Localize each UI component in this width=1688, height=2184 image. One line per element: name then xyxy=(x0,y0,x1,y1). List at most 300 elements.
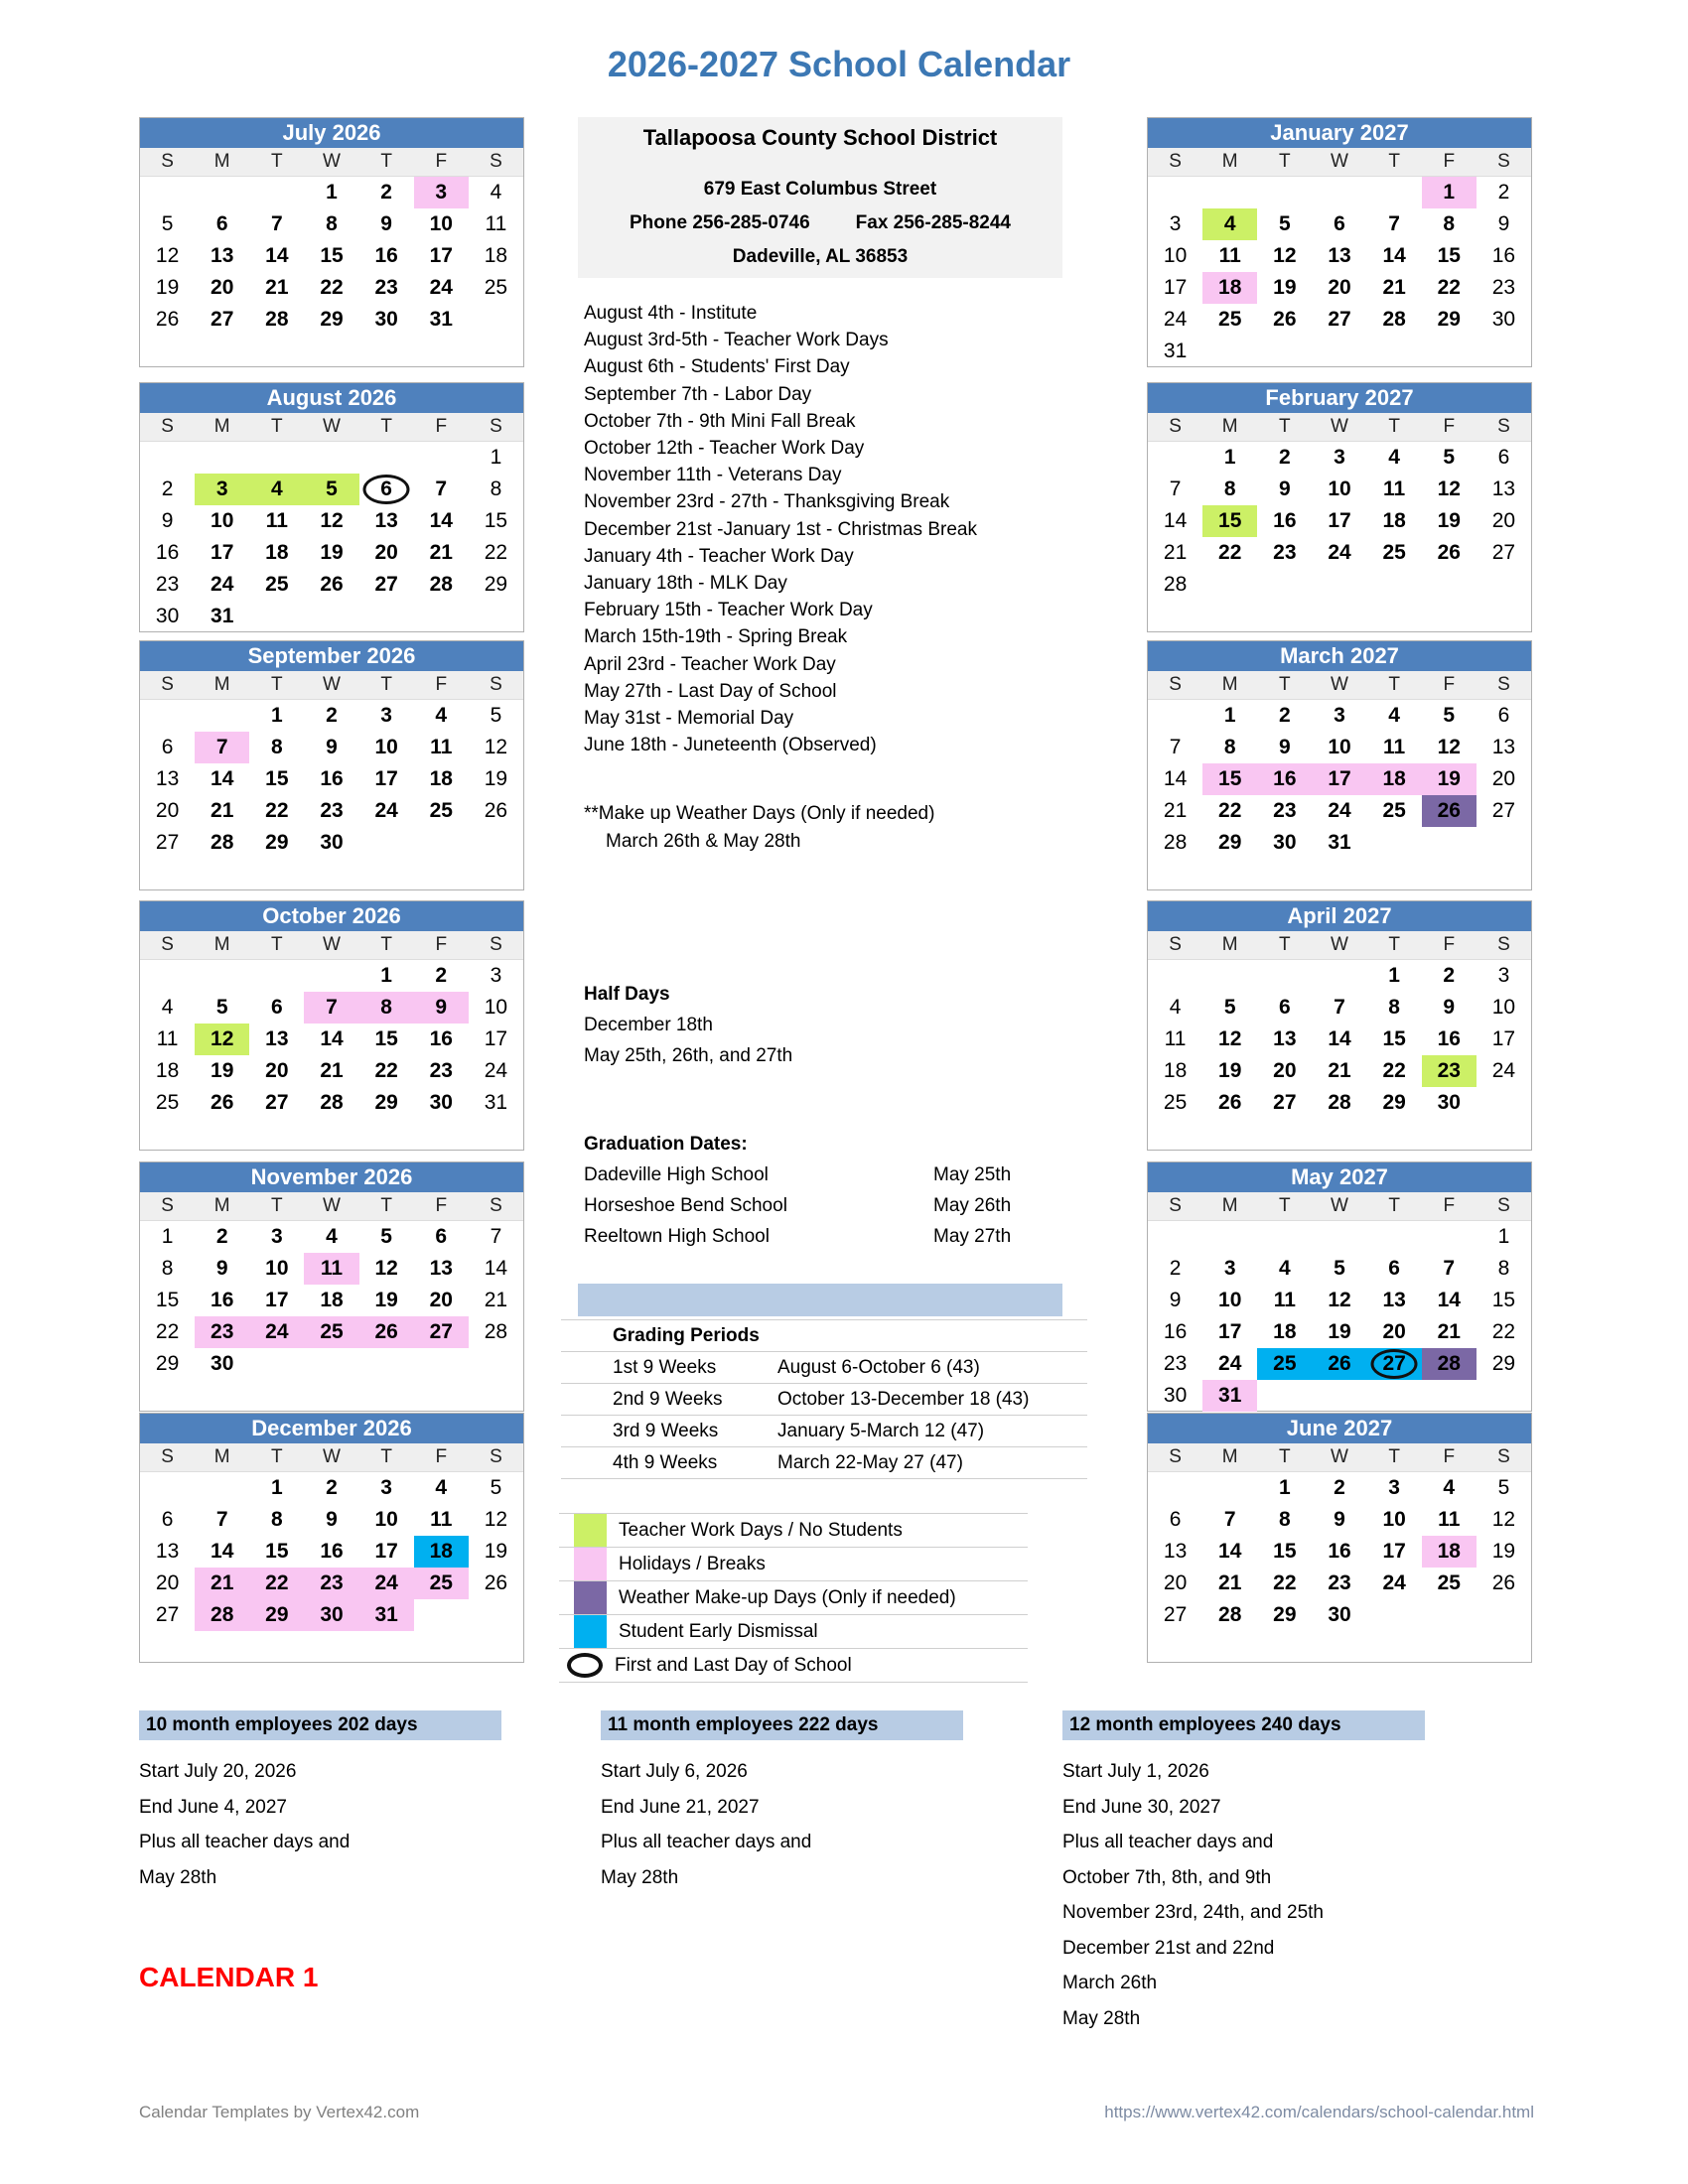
month-day-grid xyxy=(1148,1472,1531,1663)
day-cell: 19 xyxy=(1437,509,1461,532)
key-date-item: May 27th - Last Day of School xyxy=(584,680,837,702)
day-cell: 13 xyxy=(429,1257,453,1280)
day-cell: 29 xyxy=(374,1091,398,1114)
day-cell: 5 xyxy=(215,996,228,1019)
day-cell: 11 xyxy=(1218,244,1241,267)
dow-label: M xyxy=(1221,1195,1238,1216)
day-cell xyxy=(1148,177,1202,208)
day-of-week-row xyxy=(140,671,523,700)
month-day-grid xyxy=(140,442,523,632)
day-cell: 14 xyxy=(429,509,453,532)
day-cell: 23 xyxy=(304,1568,358,1599)
dow-label: T xyxy=(1388,1195,1400,1216)
grading-period-name: 3rd 9 Weeks xyxy=(613,1421,719,1441)
dow-label: S xyxy=(1497,934,1510,955)
day-cell: 4 xyxy=(435,1476,448,1499)
day-cell xyxy=(414,336,469,367)
day-cell xyxy=(1202,1472,1257,1504)
month-may-2027 xyxy=(1147,1161,1532,1412)
day-cell: 18 xyxy=(1273,1320,1297,1343)
dow-label: S xyxy=(490,416,502,437)
day-of-week-row xyxy=(1148,1192,1531,1221)
day-cell: 20 xyxy=(1273,1059,1297,1082)
day-cell: 10 xyxy=(1328,478,1351,500)
day-cell: 14 xyxy=(211,1540,234,1563)
day-cell: 21 xyxy=(1382,276,1406,299)
employees-11-month xyxy=(601,1710,963,1895)
day-cell: 23 xyxy=(429,1059,453,1082)
day-cell xyxy=(1312,569,1366,601)
day-cell xyxy=(1477,601,1531,632)
grading-period-name: 2nd 9 Weeks xyxy=(613,1389,723,1410)
day-cell: 11 xyxy=(1383,736,1406,758)
day-cell xyxy=(414,1348,469,1380)
day-cell: 12 xyxy=(320,509,344,532)
day-cell: 2 xyxy=(161,478,174,500)
day-cell: 22 xyxy=(1273,1571,1297,1594)
day-cell: 13 xyxy=(1491,736,1516,758)
weather-makeup-detail: March 26th & May 28th xyxy=(606,831,801,852)
day-cell: 19 xyxy=(155,276,180,299)
day-cell: 30 xyxy=(374,308,398,331)
dow-label: S xyxy=(1497,1446,1510,1467)
day-cell xyxy=(1257,601,1312,632)
grading-period-row xyxy=(561,1416,1087,1447)
day-cell: 9 xyxy=(414,992,469,1024)
day-cell xyxy=(1257,569,1312,601)
day-cell: 1 xyxy=(1223,704,1236,727)
day-cell: 14 xyxy=(484,1257,508,1280)
month-october-2026 xyxy=(139,900,524,1151)
day-cell: 12 xyxy=(484,736,508,758)
day-cell: 30 xyxy=(1273,831,1297,854)
day-cell xyxy=(195,1472,249,1504)
day-cell: 6 xyxy=(1279,996,1291,1019)
dow-label: M xyxy=(1221,151,1238,172)
day-cell: 26 xyxy=(484,1571,508,1594)
day-cell xyxy=(1257,960,1312,992)
day-cell: 13 xyxy=(1273,1027,1297,1050)
day-cell xyxy=(469,1348,523,1380)
day-cell: 11 xyxy=(265,509,288,532)
day-cell: 13 xyxy=(1382,1289,1406,1311)
day-cell: 1 xyxy=(1497,1225,1510,1248)
key-date-item: January 4th - Teacher Work Day xyxy=(584,545,854,567)
dow-label: F xyxy=(435,674,448,695)
dow-label: T xyxy=(380,1446,392,1467)
day-of-week-row xyxy=(140,1192,523,1221)
day-cell: 1 xyxy=(271,1476,283,1499)
first-last-day-circle xyxy=(363,475,410,504)
dow-label: W xyxy=(323,674,341,695)
dow-label: T xyxy=(380,674,392,695)
day-cell: 31 xyxy=(211,605,234,627)
dow-label: T xyxy=(1388,934,1400,955)
day-cell: 12 xyxy=(1218,1027,1242,1050)
day-cell: 10 xyxy=(1491,996,1516,1019)
day-cell: 27 xyxy=(211,308,234,331)
dow-label: W xyxy=(323,151,341,172)
day-cell: 31 xyxy=(1328,831,1351,854)
dow-label: T xyxy=(1279,934,1291,955)
dow-label: S xyxy=(161,1195,174,1216)
day-cell: 25 xyxy=(429,799,453,822)
dow-label: S xyxy=(161,1446,174,1467)
day-cell xyxy=(1312,859,1366,890)
dow-label: T xyxy=(1279,1195,1291,1216)
day-cell: 31 xyxy=(484,1091,508,1114)
dow-label: T xyxy=(271,1195,283,1216)
day-cell: 15 xyxy=(265,1540,289,1563)
day-cell xyxy=(1367,1380,1422,1412)
day-cell: 14 xyxy=(1163,509,1188,532)
legend-circle-icon xyxy=(567,1653,603,1678)
day-cell: 24 xyxy=(429,276,453,299)
day-cell: 28 xyxy=(1163,573,1188,596)
day-cell xyxy=(1148,1472,1202,1504)
day-cell: 25 xyxy=(1218,308,1242,331)
day-cell: 7 xyxy=(195,732,249,763)
dow-label: T xyxy=(1388,151,1400,172)
day-cell xyxy=(140,1119,195,1151)
day-cell: 6 xyxy=(1334,212,1345,235)
dow-label: M xyxy=(1221,416,1238,437)
day-cell xyxy=(1257,1119,1312,1151)
day-cell: 9 xyxy=(380,212,392,235)
day-cell: 2 xyxy=(326,1476,338,1499)
dow-label: M xyxy=(213,1446,230,1467)
day-cell: 28 xyxy=(1422,1348,1477,1380)
day-cell: 29 xyxy=(320,308,344,331)
day-cell: 12 xyxy=(374,1257,398,1280)
day-cell: 11 xyxy=(430,736,453,758)
day-cell: 24 xyxy=(1328,541,1351,564)
day-cell: 20 xyxy=(1491,767,1516,790)
day-cell: 30 xyxy=(211,1352,234,1375)
day-cell: 28 xyxy=(1328,1091,1351,1114)
day-cell: 16 xyxy=(320,767,344,790)
graduation-section xyxy=(584,1129,1011,1252)
dow-label: T xyxy=(271,151,283,172)
day-cell xyxy=(1367,827,1422,859)
dow-label: T xyxy=(380,151,392,172)
day-cell xyxy=(1422,1631,1477,1663)
day-cell xyxy=(1312,601,1366,632)
day-of-week-row xyxy=(140,148,523,177)
day-cell: 9 xyxy=(215,1257,228,1280)
key-date-item: January 18th - MLK Day xyxy=(584,573,787,595)
dow-label: S xyxy=(161,151,174,172)
graduation-date: May 27th xyxy=(933,1226,1012,1247)
graduation-date: May 25th xyxy=(933,1164,1012,1185)
day-cell: 18 xyxy=(1202,272,1257,304)
day-cell xyxy=(249,1119,304,1151)
day-cell: 16 xyxy=(374,244,398,267)
day-cell xyxy=(1202,960,1257,992)
month-april-2027 xyxy=(1147,900,1532,1151)
month-title: February 2027 xyxy=(1148,383,1531,413)
month-day-grid xyxy=(1148,960,1531,1151)
month-title: December 2026 xyxy=(140,1414,523,1443)
footer-url-link[interactable]: https://www.vertex42.com/calendars/school-calendar.html xyxy=(1104,2103,1534,2121)
half-days-item: December 18th xyxy=(584,1015,713,1035)
key-date-item: October 12th - Teacher Work Day xyxy=(584,438,865,460)
day-cell: 29 xyxy=(1273,1603,1297,1626)
day-cell: 9 xyxy=(1169,1289,1182,1311)
day-cell: 27 xyxy=(1491,541,1516,564)
day-cell: 13 xyxy=(1491,478,1516,500)
dow-label: M xyxy=(1221,1446,1238,1467)
day-cell xyxy=(414,442,469,474)
calendar-number-label: CALENDAR 1 xyxy=(139,1962,319,1992)
day-cell xyxy=(140,442,195,474)
day-cell xyxy=(195,177,249,208)
dow-label: F xyxy=(435,934,448,955)
day-cell xyxy=(304,960,358,992)
grading-period-range: March 22-May 27 (47) xyxy=(777,1452,963,1473)
district-fax: Fax 256-285-8244 xyxy=(855,212,1011,233)
day-cell: 24 xyxy=(1491,1059,1516,1082)
dow-label: S xyxy=(161,934,174,955)
day-cell: 9 xyxy=(161,509,174,532)
day-cell xyxy=(195,859,249,890)
day-cell xyxy=(359,336,414,367)
day-cell: 22 xyxy=(320,276,344,299)
grading-period-row xyxy=(561,1384,1087,1416)
day-cell: 3 xyxy=(1334,704,1345,727)
month-day-grid xyxy=(1148,700,1531,890)
dow-label: S xyxy=(490,151,502,172)
weather-makeup-heading: **Make up Weather Days (Only if needed) xyxy=(584,803,935,824)
day-cell: 29 xyxy=(1437,308,1461,331)
dow-label: F xyxy=(435,151,448,172)
day-cell xyxy=(304,601,358,632)
dow-label: F xyxy=(435,1195,448,1216)
day-cell: 6 xyxy=(161,1508,174,1531)
day-of-week-row xyxy=(1148,671,1531,700)
day-cell: 23 xyxy=(1273,541,1297,564)
day-cell: 21 xyxy=(484,1289,508,1311)
day-of-week-row xyxy=(140,931,523,960)
day-cell: 13 xyxy=(1163,1540,1188,1563)
day-cell: 23 xyxy=(195,1316,249,1348)
day-cell: 17 xyxy=(1382,1540,1406,1563)
day-cell: 10 xyxy=(374,1508,398,1531)
grading-period-name: 4th 9 Weeks xyxy=(613,1452,718,1473)
day-cell: 22 xyxy=(374,1059,398,1082)
month-january-2027 xyxy=(1147,117,1532,367)
day-cell xyxy=(304,1348,358,1380)
day-cell: 7 xyxy=(215,1508,228,1531)
day-cell: 6 xyxy=(215,212,228,235)
dow-label: F xyxy=(1443,934,1456,955)
dow-label: W xyxy=(323,416,341,437)
day-cell: 28 xyxy=(1218,1603,1242,1626)
key-date-item: April 23rd - Teacher Work Day xyxy=(584,653,836,675)
day-cell: 26 xyxy=(320,573,344,596)
day-cell: 14 xyxy=(1328,1027,1351,1050)
day-cell xyxy=(1312,1119,1366,1151)
day-cell: 12 xyxy=(1437,736,1461,758)
color-legend xyxy=(559,1513,1028,1683)
day-cell xyxy=(304,442,358,474)
grading-table-top-bar xyxy=(578,1284,1062,1316)
day-cell xyxy=(1477,1631,1531,1663)
dow-label: M xyxy=(213,416,230,437)
day-cell xyxy=(304,1380,358,1412)
dow-label: T xyxy=(271,416,283,437)
day-cell xyxy=(359,859,414,890)
day-cell xyxy=(414,601,469,632)
day-cell: 1 xyxy=(1223,446,1236,469)
dow-label: T xyxy=(380,416,392,437)
day-cell xyxy=(359,1380,414,1412)
day-cell xyxy=(1422,336,1477,367)
day-cell xyxy=(469,336,523,367)
grading-period-row xyxy=(561,1352,1087,1384)
day-cell xyxy=(140,1472,195,1504)
day-cell xyxy=(359,1348,414,1380)
day-cell xyxy=(140,336,195,367)
day-cell: 5 xyxy=(1443,704,1456,727)
day-cell: 4 xyxy=(1443,1476,1456,1499)
employee-info-line: December 21st and 22nd xyxy=(1062,1937,1275,1959)
day-cell: 8 xyxy=(271,736,283,758)
day-cell: 30 xyxy=(429,1091,453,1114)
day-cell: 5 xyxy=(1279,212,1291,235)
page-title: 2026-2027 School Calendar xyxy=(607,44,1071,84)
day-cell: 7 xyxy=(271,212,283,235)
day-cell xyxy=(249,336,304,367)
day-cell: 18 xyxy=(1382,509,1406,532)
key-date-item: September 7th - Labor Day xyxy=(584,383,812,405)
legend-blue-swatch xyxy=(574,1615,607,1648)
day-cell: 27 xyxy=(265,1091,289,1114)
day-cell: 22 xyxy=(265,799,289,822)
day-cell: 22 xyxy=(1437,276,1461,299)
day-cell: 14 xyxy=(1163,767,1188,790)
day-cell: 20 xyxy=(1163,1571,1188,1594)
day-cell: 20 xyxy=(1382,1320,1406,1343)
day-cell xyxy=(249,177,304,208)
legend-green-swatch xyxy=(574,1514,607,1547)
month-day-grid xyxy=(140,1221,523,1412)
dow-label: T xyxy=(1388,416,1400,437)
employees-10-month xyxy=(139,1710,501,1895)
grading-period-range: October 13-December 18 (43) xyxy=(777,1389,1030,1410)
day-cell: 22 xyxy=(249,1568,304,1599)
day-cell: 14 xyxy=(265,244,289,267)
dow-label: S xyxy=(1169,151,1182,172)
day-cell: 30 xyxy=(1163,1384,1188,1407)
day-cell: 29 xyxy=(155,1352,180,1375)
day-cell: 17 xyxy=(265,1289,289,1311)
day-cell xyxy=(469,1380,523,1412)
calendar-column-right xyxy=(1147,117,1534,1666)
month-november-2026 xyxy=(139,1161,524,1412)
day-cell xyxy=(249,960,304,992)
day-cell: 7 xyxy=(490,1225,502,1248)
employees-10-month-header: 10 month employees 202 days xyxy=(139,1710,501,1740)
day-cell: 11 xyxy=(304,1253,358,1285)
day-cell xyxy=(195,1380,249,1412)
day-cell: 25 xyxy=(414,1568,469,1599)
day-cell: 17 xyxy=(374,1540,398,1563)
day-cell: 16 xyxy=(211,1289,234,1311)
day-cell xyxy=(414,1631,469,1663)
dow-label: T xyxy=(1388,674,1400,695)
day-cell: 10 xyxy=(265,1257,289,1280)
day-cell xyxy=(304,1119,358,1151)
day-cell xyxy=(1312,1380,1366,1412)
day-cell: 16 xyxy=(1437,1027,1461,1050)
dow-label: S xyxy=(1497,416,1510,437)
day-cell: 20 xyxy=(211,276,234,299)
day-cell: 16 xyxy=(155,541,180,564)
day-cell: 5 xyxy=(1223,996,1236,1019)
day-cell: 20 xyxy=(429,1289,453,1311)
day-cell: 12 xyxy=(1437,478,1461,500)
day-cell: 3 xyxy=(490,964,502,987)
day-cell xyxy=(1202,1221,1257,1253)
graduation-row xyxy=(584,1221,1011,1252)
day-cell: 27 xyxy=(1367,1348,1422,1380)
dow-label: S xyxy=(1169,674,1182,695)
dow-label: S xyxy=(1169,1195,1182,1216)
key-date-item: November 23rd - 27th - Thanksgiving Break xyxy=(584,491,950,513)
day-cell: 12 xyxy=(1273,244,1297,267)
graduation-row xyxy=(584,1190,1011,1221)
day-cell: 11 xyxy=(1273,1289,1296,1311)
month-march-2027 xyxy=(1147,640,1532,890)
day-cell: 30 xyxy=(1437,1091,1461,1114)
day-cell: 21 xyxy=(1163,541,1188,564)
district-city: Dadeville, AL 36853 xyxy=(732,246,909,267)
day-cell xyxy=(1477,1119,1531,1151)
day-cell: 12 xyxy=(1328,1289,1351,1311)
day-cell: 5 xyxy=(304,474,358,505)
month-day-grid xyxy=(140,1472,523,1663)
day-cell xyxy=(469,304,523,336)
day-cell: 28 xyxy=(195,1599,249,1631)
day-cell: 14 xyxy=(320,1027,344,1050)
employee-info-line: Plus all teacher days and xyxy=(1062,1832,1274,1852)
day-cell xyxy=(1312,177,1366,208)
day-cell: 25 xyxy=(1163,1091,1188,1114)
day-cell: 1 xyxy=(1422,177,1477,208)
day-cell: 8 xyxy=(1223,478,1236,500)
day-cell xyxy=(1312,336,1366,367)
district-phone-fax xyxy=(578,212,1062,234)
day-cell: 10 xyxy=(1163,244,1188,267)
day-cell: 19 xyxy=(1273,276,1297,299)
day-cell: 23 xyxy=(1422,1055,1477,1087)
day-cell: 4 xyxy=(490,181,502,204)
employees-12-month xyxy=(1062,1710,1425,2036)
day-of-week-row xyxy=(140,1443,523,1472)
month-title: April 2027 xyxy=(1148,901,1531,931)
employee-info-line: End June 4, 2027 xyxy=(139,1796,287,1818)
month-december-2026 xyxy=(139,1413,524,1663)
day-cell: 4 xyxy=(326,1225,338,1248)
day-cell xyxy=(469,827,523,859)
day-cell xyxy=(1477,1599,1531,1631)
day-cell xyxy=(1148,601,1202,632)
month-day-grid xyxy=(140,960,523,1151)
day-cell: 19 xyxy=(484,1540,508,1563)
dow-label: W xyxy=(323,1446,341,1467)
month-title: January 2027 xyxy=(1148,118,1531,148)
